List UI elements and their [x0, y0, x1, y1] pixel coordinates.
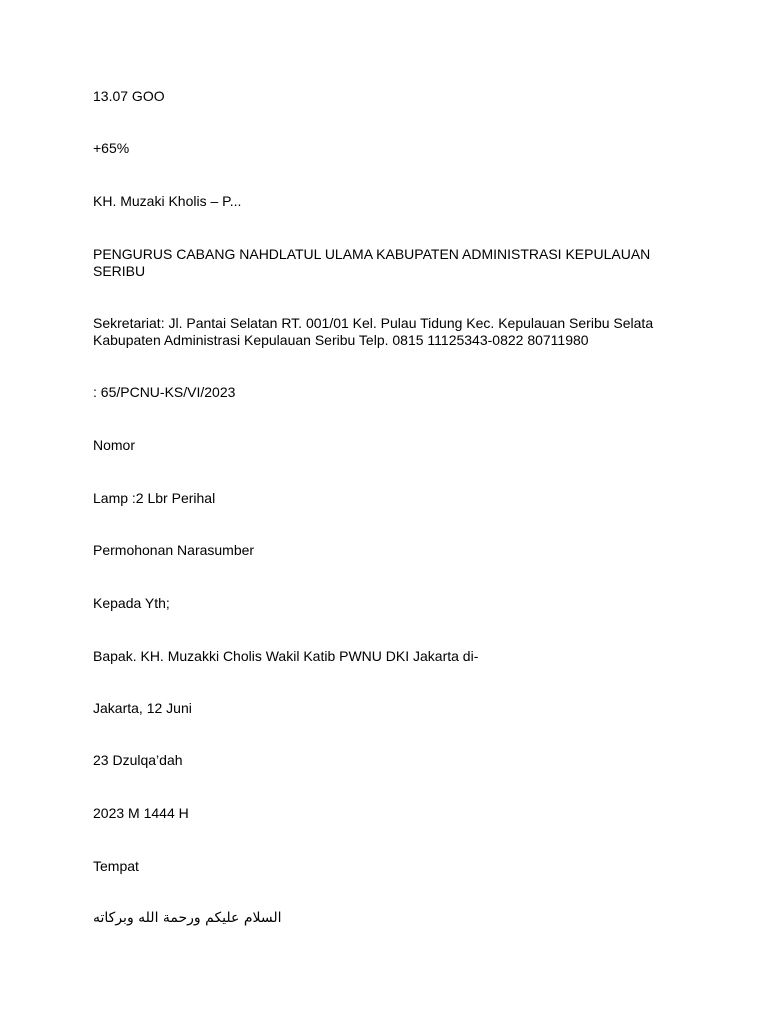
- letter-date-hijri: 23 Dzulqa’dah: [93, 752, 183, 768]
- letterhead-title: PENGURUS CABANG NAHDLATUL ULAMA KABUPATEN ADMINISTRASI KEPULAUAN SERIBU: [93, 246, 651, 279]
- place-label: Tempat: [93, 858, 139, 874]
- status-time-line: 13.07 GOO: [93, 88, 165, 104]
- letterhead-address: Sekretariat: Jl. Pantai Selatan RT. 001/01 Kel. Pulau Tidung Kec. Kepulauan Seribu Selata Kabupaten Administrasi Kepulauan Seribu Telp. 0815 11125343-0822 80711980: [93, 315, 654, 348]
- chat-title-line: KH. Muzaki Kholis – P...: [93, 193, 242, 209]
- subject-value: Permohonan Narasumber: [93, 542, 255, 558]
- recipient-salutation: Kepada Yth;: [93, 595, 170, 611]
- attachment-subject-label: Lamp :2 Lbr Perihal: [93, 490, 216, 506]
- document-page: [93, 0, 683, 1024]
- recipient-name: Bapak. KH. Muzakki Cholis Wakil Katib PWNU DKI Jakarta di-: [93, 648, 479, 664]
- status-battery-line: +65%: [93, 140, 130, 156]
- letter-date-gregorian: Jakarta, 12 Juni: [93, 700, 192, 716]
- letter-year: 2023 M 1444 H: [93, 805, 189, 821]
- letter-number-value: : 65/PCNU-KS/VI/2023: [93, 384, 236, 400]
- letter-number-label: Nomor: [93, 437, 136, 453]
- arabic-greeting: السلام عليكم ورحمة الله وبركاته: [93, 910, 282, 926]
